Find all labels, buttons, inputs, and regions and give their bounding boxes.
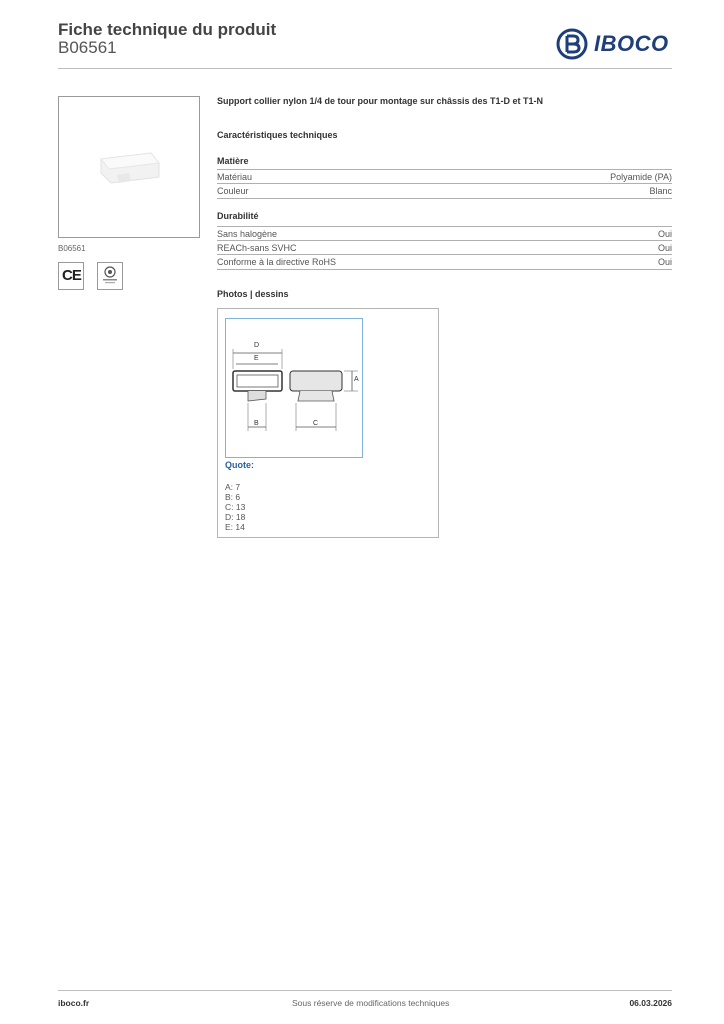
spec-value: Oui [657, 243, 672, 253]
spec-row [217, 254, 672, 270]
certification-icon [98, 263, 122, 289]
quote-line: B: 6 [225, 492, 241, 502]
quote-line: D: 18 [225, 512, 246, 522]
header-divider [58, 68, 672, 69]
spec-row [217, 240, 672, 255]
page-title: Fiche technique du produit [58, 20, 277, 39]
footer-note: Sous réserve de modifications techniques [292, 998, 450, 1008]
dimension-label-e: E [254, 355, 259, 362]
product-photo [58, 96, 200, 238]
spec-value: Oui [657, 229, 672, 239]
product-code-title: B06561 [58, 38, 117, 57]
quote-line: C: 13 [225, 502, 246, 512]
quote-line: E: 14 [225, 522, 245, 532]
photos-heading: Photos | dessins [217, 289, 289, 299]
spec-label: Couleur [217, 186, 249, 196]
footer-date: 06.03.2026 [629, 998, 672, 1008]
spec-row [217, 226, 672, 241]
spec-group-title-material: Matière [217, 156, 249, 166]
spec-group-title-durability: Durabilité [217, 211, 259, 221]
brand-logo-text: IBOCO [594, 31, 669, 56]
spec-label: REACh-sans SVHC [217, 243, 297, 253]
spec-label: Sans halogène [217, 229, 278, 239]
specs-heading: Caractéristiques techniques [217, 130, 338, 140]
brand-logo-icon [556, 28, 590, 60]
dimension-label-b: B [254, 420, 259, 427]
footer-website: iboco.fr [58, 998, 90, 1008]
certification-badge [97, 262, 123, 290]
spec-row [217, 183, 672, 199]
footer-divider [58, 990, 672, 991]
dimension-label-d: D [254, 342, 260, 349]
product-description: Support collier nylon 1/4 de tour pour montage sur châssis des T1-D et T1-N [217, 96, 544, 106]
quote-title: Quote: [225, 460, 254, 470]
spec-label: Conforme à la directive RoHS [217, 257, 337, 267]
spec-value: Oui [657, 257, 672, 267]
product-image-icon [59, 97, 199, 237]
ce-mark-icon: CE [62, 267, 81, 284]
dimension-drawing-icon [226, 319, 362, 457]
spec-value: Polyamide (PA) [610, 172, 672, 182]
dimension-label-a: A [354, 376, 359, 383]
quote-line: A: 7 [225, 482, 241, 492]
dimension-label-c: C [313, 420, 319, 427]
product-photo-caption: B06561 [58, 244, 86, 253]
spec-label: Matériau [217, 172, 253, 182]
technical-drawing [225, 318, 363, 458]
spec-value: Blanc [649, 186, 672, 196]
spec-row [217, 169, 672, 184]
ce-badge [58, 262, 84, 290]
